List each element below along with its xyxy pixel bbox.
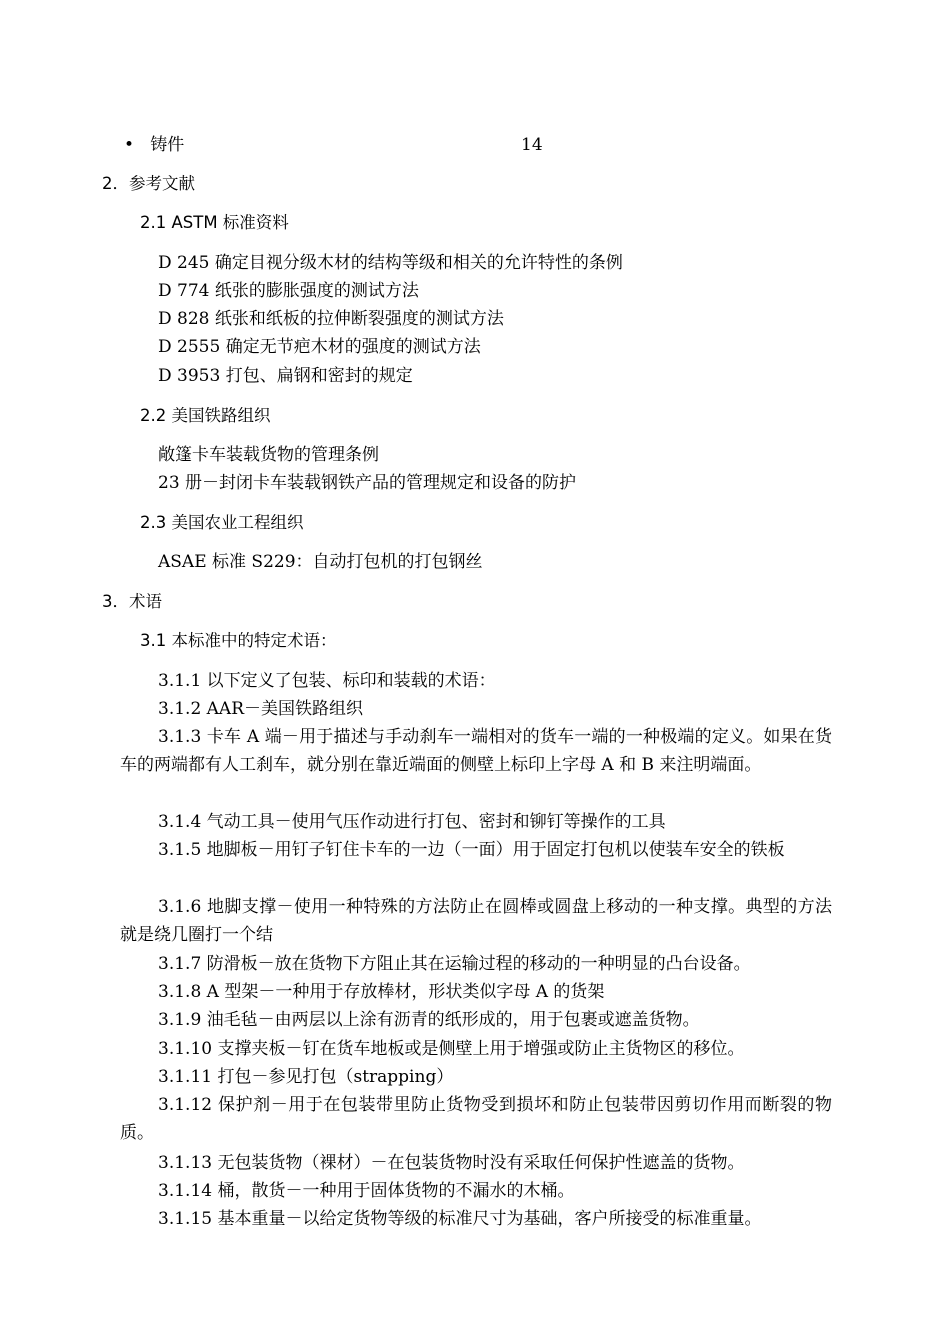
term-definition: 3.1.5 地脚板－用钉子钉住卡车的一边（一面）用于固定打包机以使装车安全的铁板 <box>158 840 785 860</box>
reference-item: D 828 纸张和纸板的拉伸断裂强度的测试方法 <box>158 309 504 329</box>
subsection-heading: 2.1 ASTM 标准资料 <box>140 213 289 232</box>
reference-item: D 245 确定目视分级木材的结构等级和相关的允许特性的条例 <box>158 253 623 273</box>
reference-item: D 2555 确定无节疤木材的强度的测试方法 <box>158 337 481 357</box>
term-definition: 3.1.13 无包装货物（裸材）－在包装货物时没有采取任何保护性遮盖的货物。 <box>158 1153 745 1173</box>
page-number: 14 <box>521 135 543 155</box>
term-definition: 3.1.1 以下定义了包装、标印和装载的术语： <box>158 671 496 691</box>
term-definition: 3.1.3 卡车 A 端－用于描述与手动刹车一端相对的货车一端的一种极端的定义。如果在货车的两端都有人工刹车，就分别在靠近端面的侧壁上标印上字母 A 和 B 来注明端面。 <box>120 727 832 775</box>
term-definition: 3.1.14 桶，散货－一种用于固体货物的不漏水的木桶。 <box>158 1181 575 1201</box>
term-definition: 3.1.11 打包－参见打包（strapping） <box>158 1067 454 1087</box>
section-heading: 2．参考文献 <box>102 174 195 193</box>
term-definition: 3.1.12 保护剂－用于在包装带里防止货物受到损坏和防止包装带因剪切作用而断裂的物质。 <box>120 1095 832 1143</box>
term-definition: 3.1.2 AAR－美国铁路组织 <box>158 699 364 719</box>
term-definition: 3.1.6 地脚支撑－使用一种特殊的方法防止在圆棒或圆盘上移动的一种支撑。典型的方法就是绕几圈打一个结 <box>120 897 832 945</box>
reference-item: D 774 纸张的膨胀强度的测试方法 <box>158 281 419 301</box>
term-definition: 3.1.4 气动工具－使用气压作动进行打包、密封和铆钉等操作的工具 <box>158 812 666 832</box>
list-item-label: 铸件 <box>150 135 185 155</box>
term-definition: 3.1.9 油毛毡－由两层以上涂有沥青的纸形成的，用于包裹或遮盖货物。 <box>158 1010 700 1030</box>
reference-item: 23 册－封闭卡车装载钢铁产品的管理规定和设备的防护 <box>158 473 577 493</box>
section-heading: 3．术语 <box>102 592 162 611</box>
term-definition: 3.1.15 基本重量－以给定货物等级的标准尺寸为基础，客户所接受的标准重量。 <box>158 1209 762 1229</box>
reference-item: 敞篷卡车装载货物的管理条例 <box>158 445 379 465</box>
subsection-heading: 2.3 美国农业工程组织 <box>140 513 304 532</box>
subsection-heading: 3.1 本标准中的特定术语： <box>140 631 337 650</box>
subsection-heading: 2.2 美国铁路组织 <box>140 406 271 425</box>
reference-item: D 3953 打包、扁钢和密封的规定 <box>158 366 413 386</box>
term-definition: 3.1.10 支撑夹板－钉在货车地板或是侧壁上用于增强或防止主货物区的移位。 <box>158 1039 745 1059</box>
term-definition: 3.1.8 A 型架－一种用于存放棒材，形状类似字母 A 的货架 <box>158 982 605 1002</box>
term-definition: 3.1.7 防滑板－放在货物下方阻止其在运输过程的移动的一种明显的凸台设备。 <box>158 954 751 974</box>
list-bullet: • 铸件 <box>124 135 185 155</box>
reference-item: ASAE 标准 S229：自动打包机的打包钢丝 <box>158 552 483 572</box>
